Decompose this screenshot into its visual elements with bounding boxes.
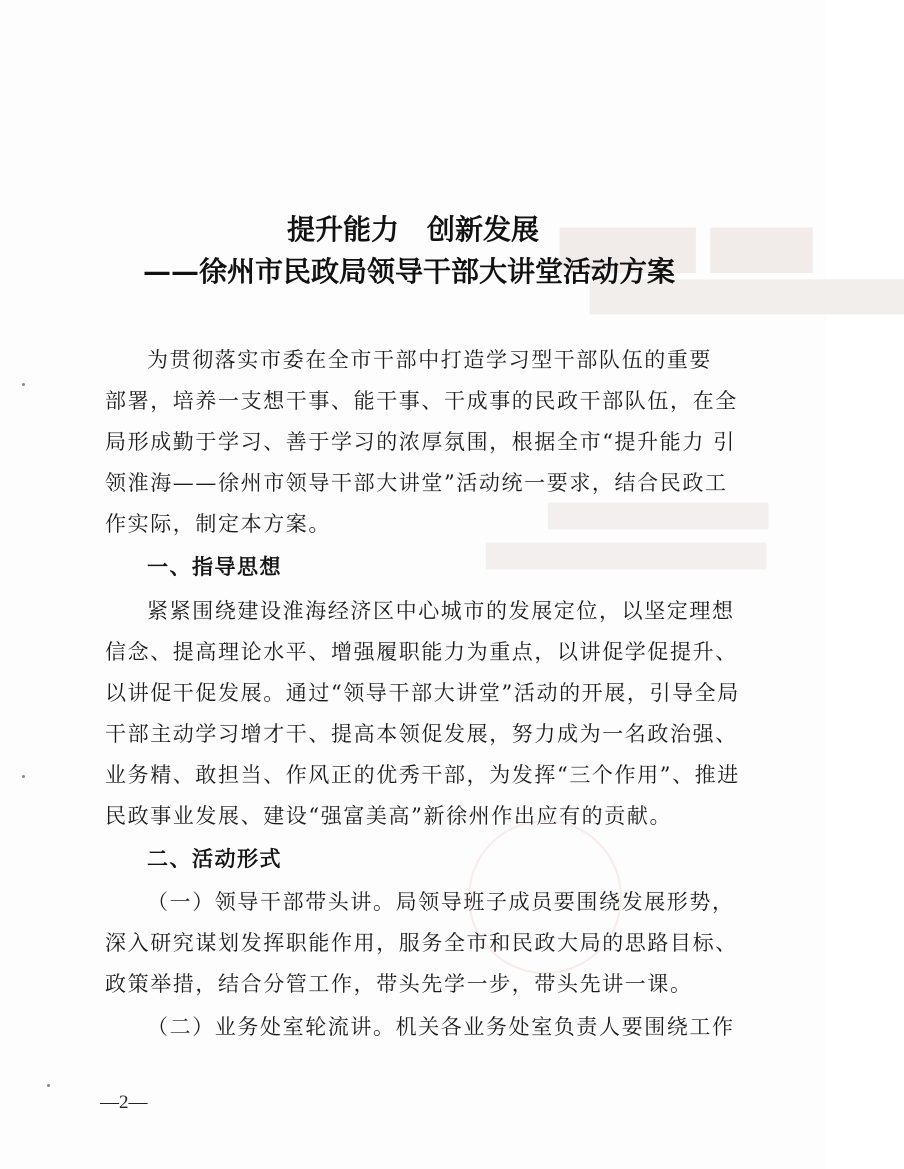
page-number: —2—: [100, 1092, 148, 1113]
section1-line-2: 信念、提高理论水平、增强履职能力为重点，以讲促学促提升、: [105, 640, 738, 664]
section-heading-guiding-ideology: 一、指导思想: [147, 554, 282, 579]
section1-line-1: 紧紧围绕建设淮海经济区中心城市的发展定位，以坚定理想: [147, 599, 735, 623]
intro-line-3: 局形成勤于学习、善于学习的浓厚氛围，根据全市“提升能力 引: [105, 430, 736, 454]
document-title: [0, 208, 826, 248]
section1-line-4: 干部主动学习增才干、提高本领促发展，努力成为一名政治强、: [105, 722, 738, 746]
bleed-through-mark: ▇▇▇▇▇▇▇▇▇▇▇▇: [590, 275, 904, 315]
section1-line-5: 业务精、敢担当、作风正的优秀干部，为发挥“三个作用”、推进: [105, 763, 740, 787]
title-part-2: 创新发展: [427, 213, 540, 246]
section2-line-3: 政策举措，结合分管工作，带头先学一步，带头先讲一课。: [105, 972, 693, 996]
section-heading-activity-form: 二、活动形式: [147, 846, 282, 871]
bleed-through-mark: ▇▇▇ ▇▇▇▇: [560, 222, 813, 273]
bleed-through-mark: ▇▇▇▇▇▇▇▇▇▇▇▇▇▇: [486, 540, 766, 570]
section1-line-3: 以讲促干促发展。通过“领导干部大讲堂”活动的开展，引导全局: [105, 681, 740, 705]
intro-line-4: 领淮海——徐州市领导干部大讲堂”活动统一要求，结合民政工: [105, 471, 728, 495]
intro-line-5: 作实际，制定本方案。: [105, 512, 331, 536]
title-part-1: 提升能力: [286, 213, 399, 246]
section2-line-4: （二）业务处室轮流讲。机关各业务处室负责人要围绕工作: [147, 1015, 735, 1039]
document-subtitle: ——徐州市民政局领导干部大讲堂活动方案: [143, 255, 676, 288]
scan-speck: [47, 1084, 50, 1087]
intro-line-1: 为贯彻落实市委在全市干部中打造学习型干部队伍的重要: [147, 348, 712, 372]
section1-line-6: 民政事业发展、建设“强富美高”新徐州作出应有的贡献。: [105, 804, 673, 828]
scan-speck: [22, 775, 25, 778]
intro-line-2: 部署，培养一支想干事、能干事、干成事的民政干部队伍，在全: [105, 389, 738, 413]
bleed-through-mark: ▇▇▇▇▇▇▇▇▇▇▇: [548, 500, 768, 530]
scan-speck: [22, 383, 25, 386]
section2-line-2: 深入研究谋划发挥职能作用，服务全市和民政大局的思路目标、: [105, 931, 738, 955]
section2-line-1: （一）领导干部带头讲。局领导班子成员要围绕发展形势，: [147, 890, 735, 914]
